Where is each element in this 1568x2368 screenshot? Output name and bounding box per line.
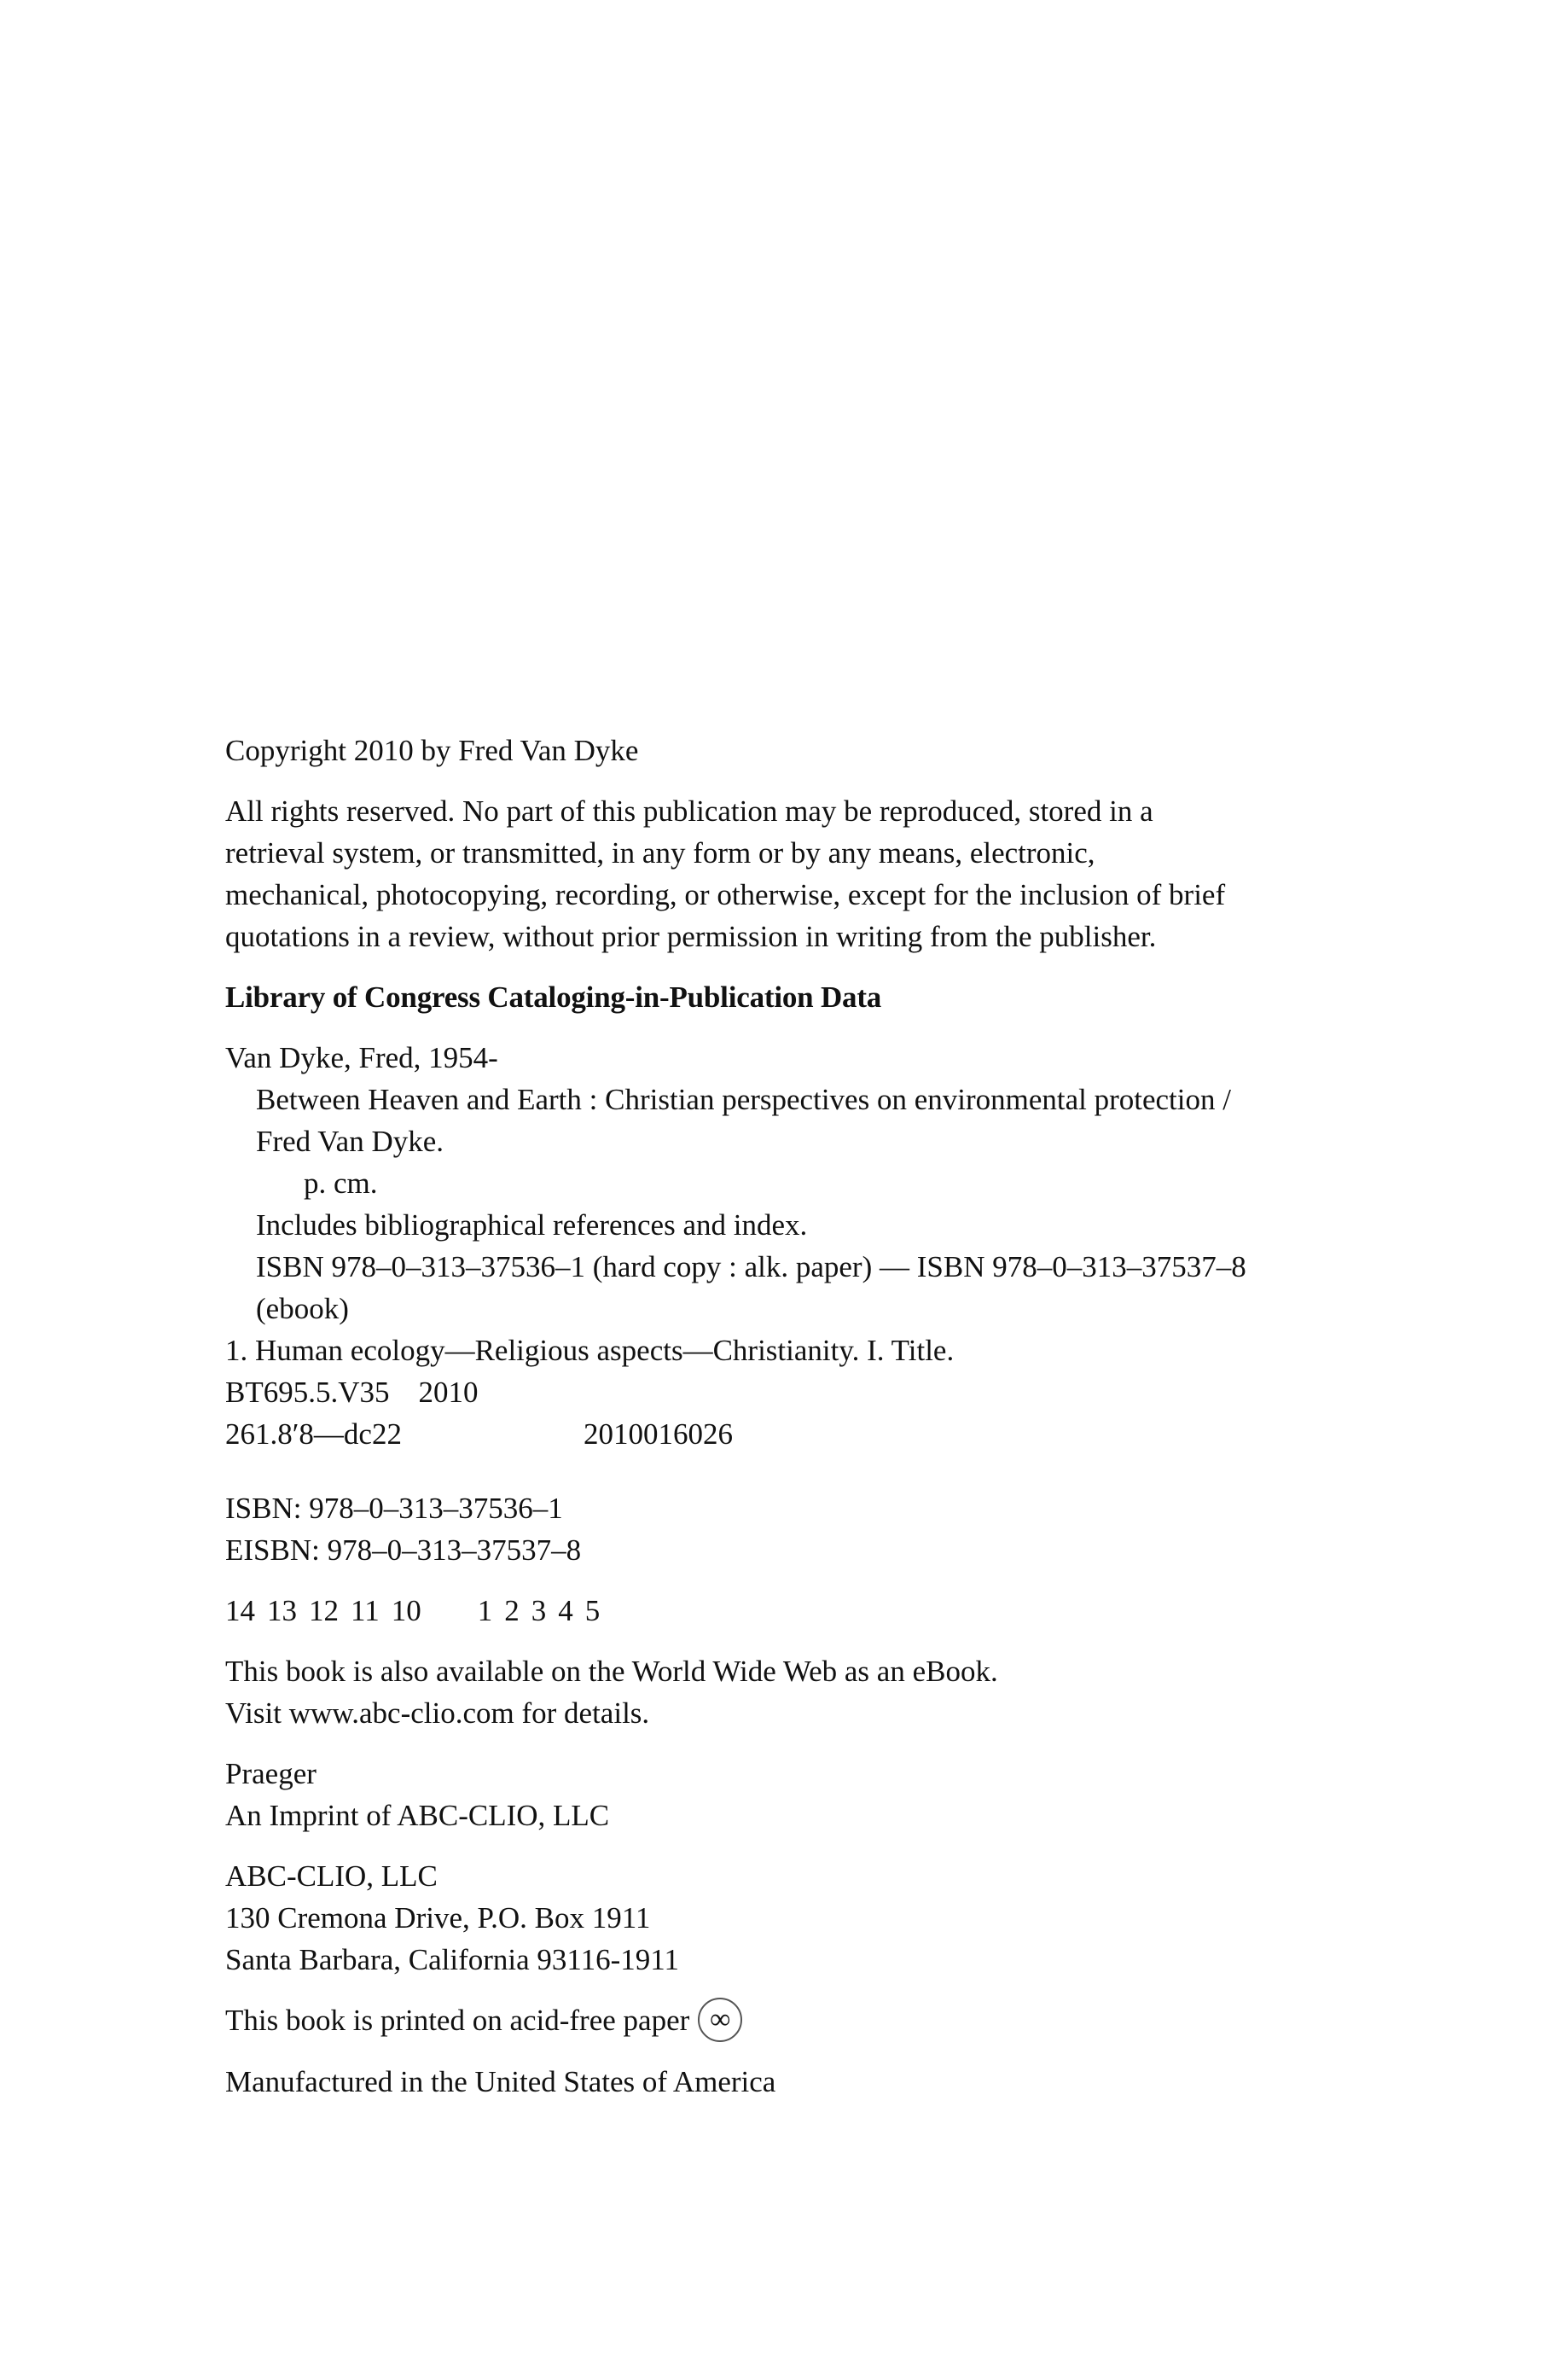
printing-number: 1 [477,1594,493,1627]
printing-year: 12 [309,1594,339,1627]
printing-year: 10 [391,1594,421,1627]
rights-line: quotations in a review, without prior permission in writing from the publisher. [225,920,1157,953]
printing-year: 13 [267,1594,297,1627]
cip-subjects: 1. Human ecology—Religious aspects—Christianity. I. Title. [225,1334,955,1367]
cip-isbn-line: ISBN 978–0–313–37536–1 (hard copy : alk. paper) — ISBN 978–0–313–37537–8 [256,1250,1246,1283]
printing-line [225,1590,1385,1632]
cip-title-line: Between Heaven and Earth : Christian perspectives on environmental protection / [256,1083,1231,1116]
cip-lccn: 2010016026 [584,1417,733,1451]
isbn-block [225,1487,1385,1571]
printing-year: 11 [351,1594,380,1627]
rights-paragraph [225,790,1385,957]
publisher-line: Santa Barbara, California 93116-1911 [225,1943,679,1976]
cip-title-line: Fred Van Dyke. [256,1125,444,1158]
cip-notes: Includes bibliographical references and index. [256,1208,808,1242]
isbn-line: ISBN: 978–0–313–37536–1 [225,1492,563,1525]
cip-heading: Library of Congress Cataloging-in-Publication Data [225,980,882,1014]
ebook-note [225,1650,1385,1734]
cip-isbn-line: (ebook) [256,1292,349,1325]
cip-author: Van Dyke, Fred, 1954- [225,1041,498,1074]
ebook-line: Visit www.abc-clio.com for details. [225,1696,650,1730]
imprint-block [225,1753,1385,1836]
printing-number: 4 [558,1594,573,1627]
copyright-line: Copyright 2010 by Fred Van Dyke [225,734,639,767]
eisbn-line: EISBN: 978–0–313–37537–8 [225,1533,582,1567]
ebook-line: This book is also available on the World Wide Web as an eBook. [225,1655,998,1688]
publisher-line: 130 Cremona Drive, P.O. Box 1911 [225,1901,651,1935]
publisher-line: ABC-CLIO, LLC [225,1859,438,1893]
rights-line: All rights reserved. No part of this publication may be reproduced, stored in a [225,794,1153,828]
acid-free-paper-line [225,1999,1385,2042]
manufactured-line: Manufactured in the United States of America [225,2064,776,2098]
cip-record [225,1037,1385,1455]
cip-dewey-row [225,1413,1385,1455]
printing-number: 5 [584,1594,601,1627]
rights-line: mechanical, photocopying, recording, or otherwise, except for the inclusion of brief [225,878,1226,911]
cip-lc-call-number [225,1371,1385,1413]
acid-free-paper-text: This book is printed on acid-free paper [225,2004,690,2037]
printing-number: 3 [531,1594,547,1627]
cip-dewey: 261.8′8—dc22 [225,1417,402,1451]
cip-pagination: p. cm. [304,1167,378,1200]
rights-line: retrieval system, or transmitted, in any form or by any means, electronic, [225,836,1095,870]
publisher-address [225,1855,1385,1981]
imprint-line: Praeger [225,1757,317,1790]
infinity-icon: ∞ [698,1998,742,2042]
cip-lc-year: 2010 [418,1376,479,1409]
imprint-line: An Imprint of ABC-CLIO, LLC [225,1799,610,1832]
printing-number: 2 [504,1594,520,1627]
copyright-block [225,730,1385,2103]
printing-year: 14 [225,1594,255,1627]
cip-lc-class: BT695.5.V35 [225,1376,390,1409]
